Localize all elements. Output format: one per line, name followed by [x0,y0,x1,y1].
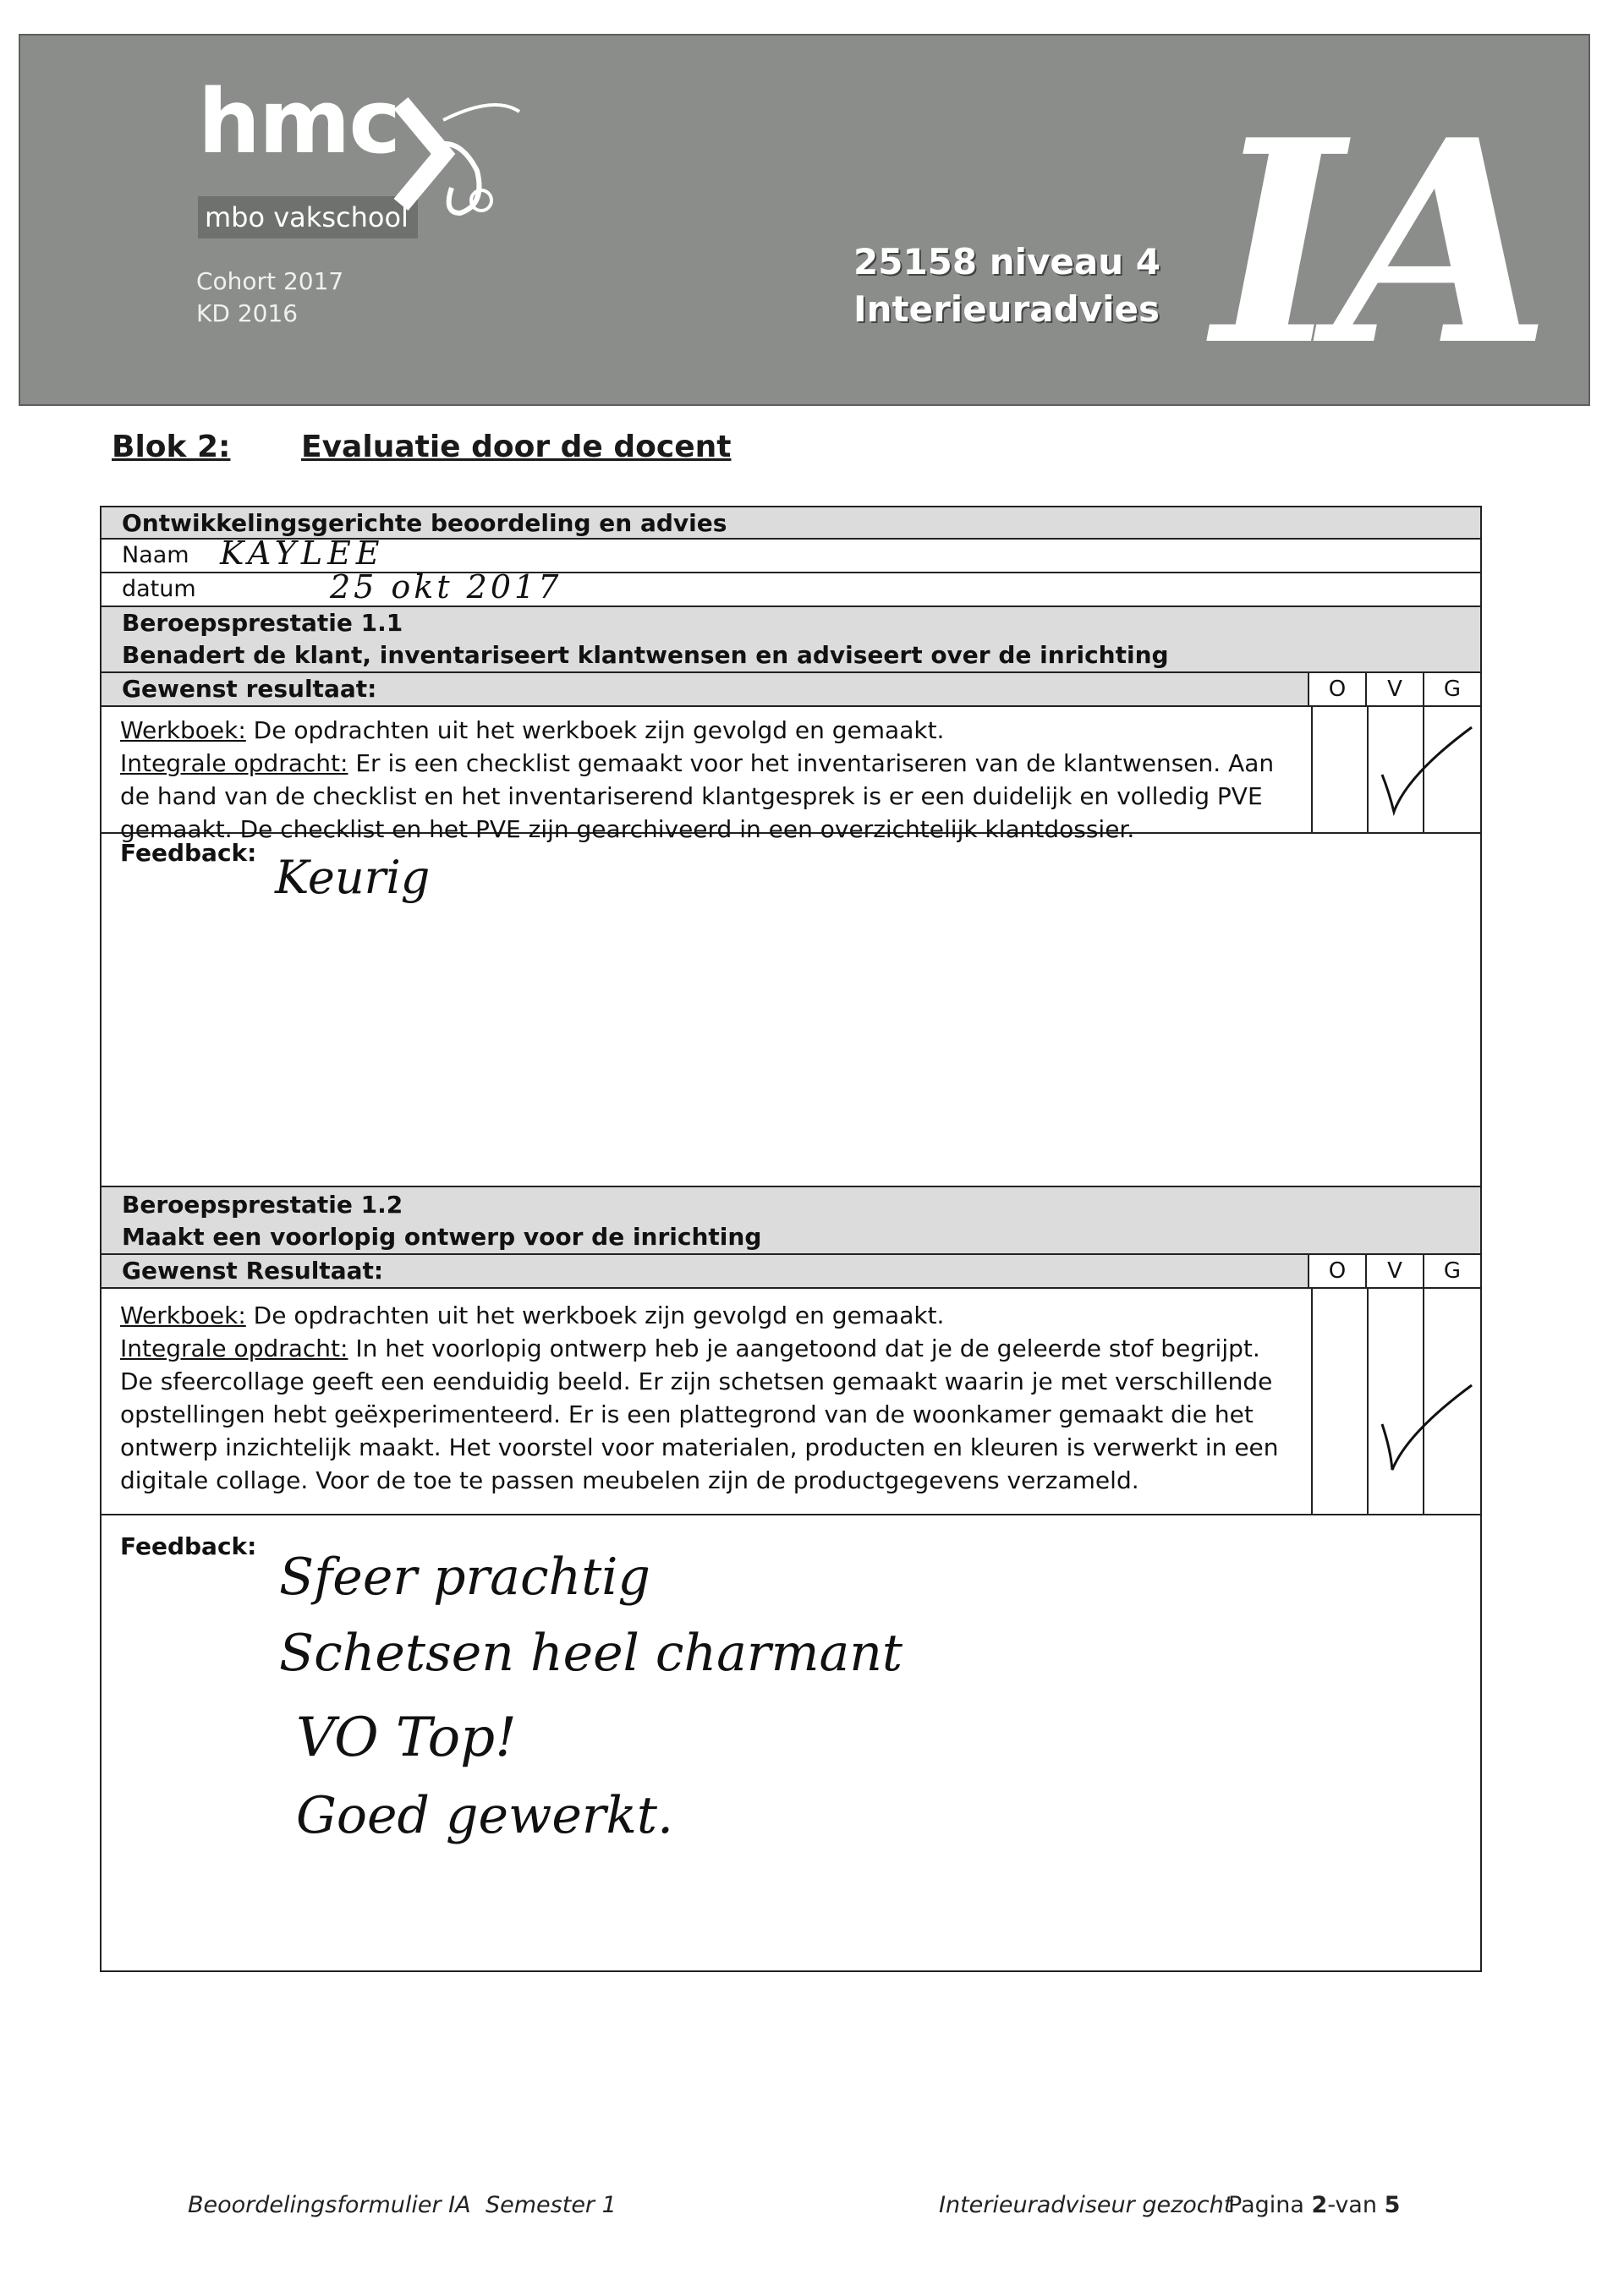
section-1-criteria-text [120,714,1296,846]
section-1-werkboek-text: De opdrachten uit het werkboek zijn gevolgd en gemaakt. [245,716,945,744]
section-2-gewenst-label: Gewenst Resultaat: [122,1257,384,1285]
section-2-integrale-label: Integrale opdracht: [120,1334,348,1362]
section-2-criteria [102,1289,1480,1515]
section-1-feedback [102,834,1480,1187]
section-1-gewenst-label: Gewenst resultaat: [122,675,377,703]
section-1-feedback-line-1: Keurig [275,851,431,904]
section-2-check-icon [1374,1382,1475,1475]
section-2-feedback-line-3: VO Top! [296,1707,517,1769]
form-title: Ontwikkelingsgerichte beoordeling en advies [122,509,727,537]
name-value: KAYLEE [220,534,385,572]
footer-page [1228,2192,1400,2218]
section-1-score-o [1311,707,1369,832]
footer-form-name: Beoordelingsformulier IA [188,2192,471,2218]
ia-mark: IA [1213,79,1544,407]
name-row [102,534,1480,573]
logo-subtitle: mbo vakschool [198,196,418,238]
section-1-prestatie: Beroepsprestatie 1.1 [122,609,403,637]
ovg-v-header: V [1365,1255,1423,1287]
section-2-feedback [102,1515,1480,1970]
course-name: Interieuradvies [853,288,1160,330]
footer-semester: Semester 1 [486,2192,617,2218]
section-1-ovg-header [1308,673,1480,705]
kd-year: KD 2016 [196,299,299,327]
section-2-werkboek-text: De opdrachten uit het werkboek zijn gevolgd en gemaakt. [245,1301,945,1329]
section-2-gewenst-row [102,1255,1480,1289]
section-2-feedback-line-4: Goed gewerkt. [296,1786,674,1845]
section-2-werkboek-label: Werkboek: [120,1301,246,1329]
section-1-feedback-label: Feedback: [120,839,257,867]
ovg-g-header: G [1423,673,1480,705]
course-info [853,238,1160,333]
section-2-header [102,1187,1480,1255]
footer-project: Interieuradviseur gezocht [939,2192,1233,2218]
date-row [102,568,1480,607]
date-label: datum [122,576,196,602]
section-1-check-icon [1374,724,1475,817]
section-1-integrale-text: Er is een checklist gemaakt voor het inventariseren van de klantwensen. Aan de hand van de checklist en het inventariserend klantgesprek is er een duidelijk en volledig PVE gemaakt. De checklist en het PVE zijn gearchiveerd in een overzichtelijk klantdossier. [120,749,1275,843]
section-2-score-o [1311,1289,1369,1514]
logo-text: hmc [198,70,400,173]
school-logo [173,70,528,247]
block-title: Evaluatie door de docent [301,430,732,464]
section-2-integrale-text: In het voorlopig ontwerp heb je aangetoond dat je de geleerde stof begrijpt. De sfeercollage geeft een eenduidig beeld. Er zijn schetsen gemaakt waarin je met verschillende opstellingen hebt geëxperimenteerd. Er is een plattegrond van de woonkamer gemaakt die het ontwerp inzichtelijk maakt. Het voorstel voor materialen, producten en kleuren is verwerkt in een digitale collage. Voor de toe te passen meubelen zijn de productgegevens verzameld. [120,1334,1279,1494]
name-label: Naam [122,542,189,568]
cohort-year: Cohort 2017 [196,267,344,295]
section-1-criteria [102,707,1480,843]
section-1-gewenst-row [102,673,1480,707]
ovg-o-header: O [1308,1255,1365,1287]
course-code: 25158 niveau 4 [853,241,1160,282]
ovg-o-header: O [1308,673,1365,705]
footer-pagina-label: Pagina [1228,2192,1304,2218]
block-label: Blok 2: [112,430,231,464]
header-banner [19,34,1590,406]
section-1-header [102,607,1480,673]
section-1-omschrijving: Benadert de klant, inventariseert klantwensen en adviseert over de inrichting [122,641,1169,669]
ovg-g-header: G [1423,1255,1480,1287]
logo-mark-icon [392,86,528,230]
footer-page-total: 5 [1384,2192,1401,2218]
section-2-criteria-text [120,1299,1296,1497]
ovg-v-header: V [1365,673,1423,705]
section-2-feedback-label: Feedback: [120,1532,257,1560]
date-value: 25 okt 2017 [330,568,562,606]
section-2-omschrijving: Maakt een voorlopig ontwerp voor de inrichting [122,1223,762,1251]
section-2-prestatie: Beroepsprestatie 1.2 [122,1191,403,1219]
section-1-integrale-label: Integrale opdracht: [120,749,348,777]
section-2-feedback-line-2: Schetsen heel charmant [279,1624,903,1683]
section-1-werkboek-label: Werkboek: [120,716,246,744]
evaluation-form [100,506,1482,1972]
footer-page-num: 2 [1311,2192,1328,2218]
section-2-feedback-line-1: Sfeer prachtig [279,1548,650,1607]
section-2-ovg-header [1308,1255,1480,1287]
footer-page-sep: -van [1327,2192,1377,2218]
cohort-info [196,266,343,330]
